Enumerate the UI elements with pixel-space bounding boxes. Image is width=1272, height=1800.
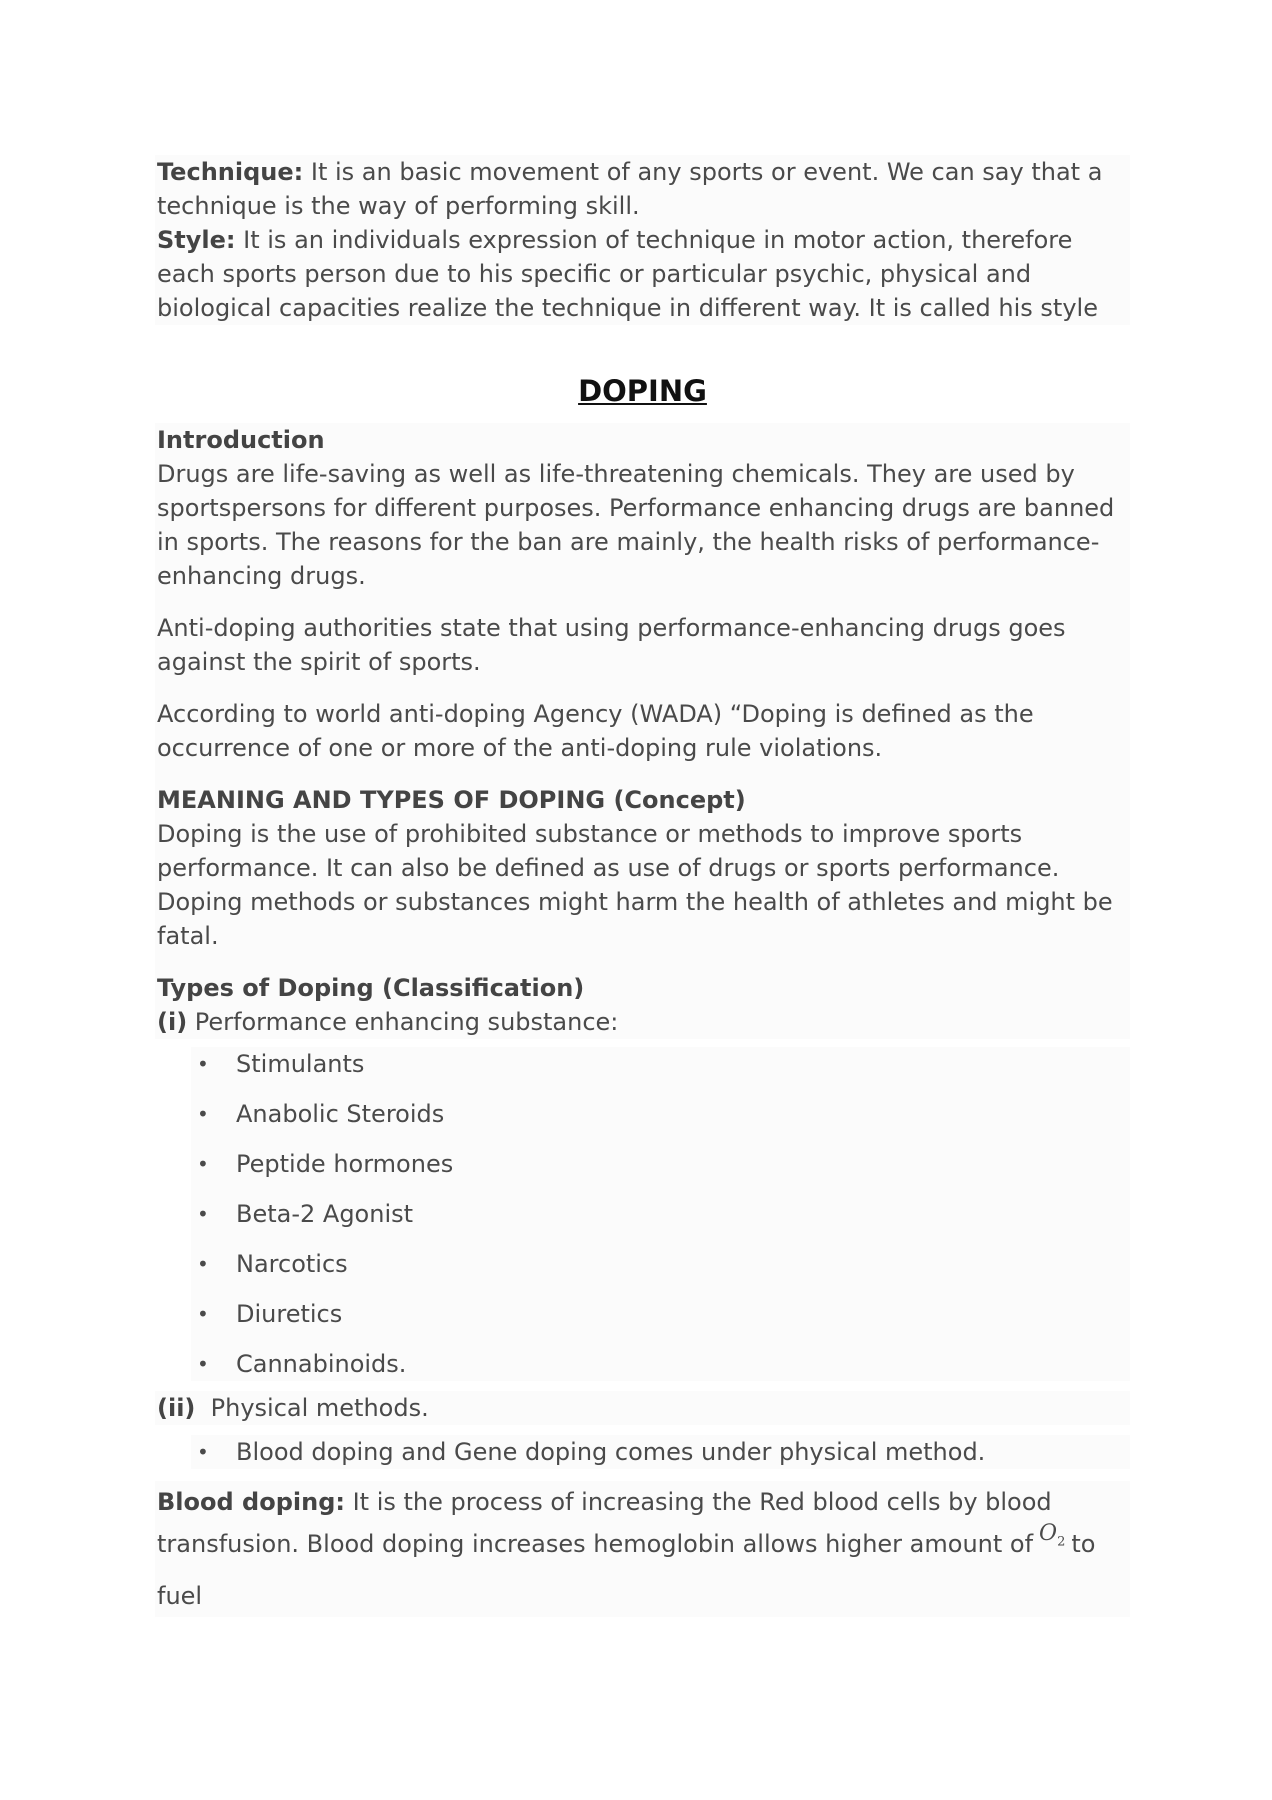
list-item: • Anabolic Steroids [193, 1097, 1128, 1131]
list-item: • Cannabinoids. [193, 1347, 1128, 1381]
introduction-paragraph-2: Anti-doping authorities state that using performance-enhancing drugs goes against the spirit of sports. [157, 614, 1066, 676]
physical-list-block [191, 1435, 1130, 1469]
blood-doping-text: It is the process of increasing the Red blood cells by blood transfusion. Blood doping increases hemoglobin allows higher amount of [157, 1488, 1052, 1558]
types-item-ii-text: Physical methods. [195, 1394, 429, 1422]
substances-list [193, 1047, 1128, 1381]
technique-paragraph [157, 155, 1128, 223]
types-item-i-text: Performance enhancing substance: [187, 1008, 619, 1036]
physical-methods-line [155, 1391, 1130, 1425]
oxygen-formula [1039, 1521, 1066, 1550]
types-item-ii-marker: (ii) [157, 1394, 196, 1422]
blood-doping-term: Blood doping: [157, 1488, 345, 1516]
blood-doping-text-end: to fuel [157, 1530, 1096, 1611]
list-item: • Diuretics [193, 1297, 1128, 1331]
list-item: • Blood doping and Gene doping comes under physical method. [193, 1435, 1128, 1469]
introduction-paragraph-3: According to world anti-doping Agency (WADA) “Doping is defined as the occurrence of one or more of the anti-doping rule violations. [157, 700, 1034, 762]
physical-list [193, 1435, 1128, 1469]
technique-style-section [155, 155, 1130, 325]
technique-term: Technique: [157, 158, 304, 186]
meaning-paragraph: Doping is the use of prohibited substance or methods to improve sports performance. It can also be defined as use of drugs or sports performance. Doping methods or substances might harm the health of athletes and might be fatal. [157, 820, 1113, 950]
introduction-section [155, 423, 1130, 1039]
style-text: It is an individuals expression of technique in motor action, therefore each sports person due to his specific or particular psychic, physical and biological capacities realize the technique in different way. It is called his style [157, 226, 1098, 322]
oxygen-letter: O [1039, 1521, 1058, 1546]
list-item: • Beta-2 Agonist [193, 1197, 1128, 1231]
blood-doping-section [155, 1481, 1130, 1617]
list-item: • Narcotics [193, 1247, 1128, 1281]
list-item: • Stimulants [193, 1047, 1128, 1081]
meaning-heading: MEANING AND TYPES OF DOPING (Concept) [157, 786, 746, 814]
technique-text: It is an basic movement of any sports or event. We can say that a technique is the way of performing skill. [157, 158, 1103, 220]
list-item: • Peptide hormones [193, 1147, 1128, 1181]
style-paragraph [157, 223, 1128, 325]
types-item-i [157, 1005, 1128, 1039]
style-term: Style: [157, 226, 236, 254]
doping-heading: DOPING [578, 374, 707, 408]
types-item-i-marker: (i) [157, 1008, 188, 1036]
introduction-paragraph-1: Drugs are life-saving as well as life-threatening chemicals. They are used by sportspersons for different purposes. Performance enhancing drugs are banned in sports. The reasons for the ban are mainly, the health risks of performance-enhancing drugs. [157, 460, 1115, 590]
document-page [155, 155, 1130, 1617]
substances-list-block [191, 1047, 1130, 1381]
types-heading: Types of Doping (Classification) [157, 974, 585, 1002]
introduction-heading: Introduction [157, 426, 325, 454]
types-item-ii [157, 1391, 1128, 1425]
oxygen-subscript: 2 [1057, 1534, 1066, 1550]
blood-doping-paragraph [157, 1481, 1128, 1617]
